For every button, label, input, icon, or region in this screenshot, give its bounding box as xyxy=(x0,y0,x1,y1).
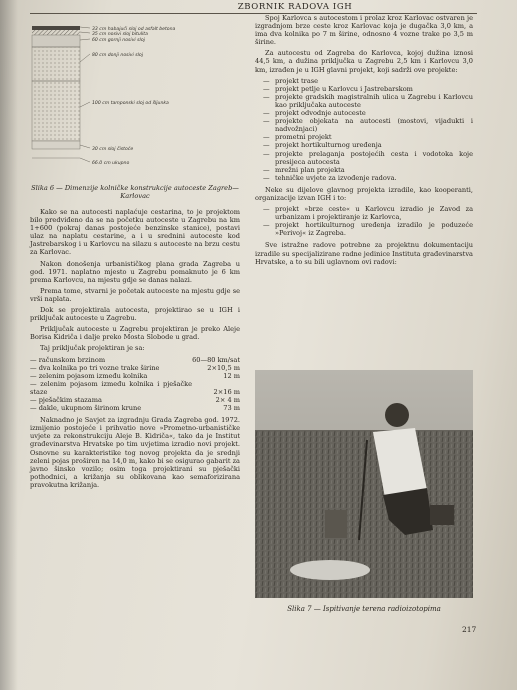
list-item: — projekte objekata na autocesti (mostovi, vijadukti i nadvožnjaci) xyxy=(263,117,473,133)
list-item: — projekt odvodnje autoceste xyxy=(263,109,473,117)
paragraph: Prema tome, stvarni je početak autoceste na mjestu gdje se vrši naplata. xyxy=(30,286,240,303)
spec-value: 12 m xyxy=(223,371,240,380)
list-item: — projekt trase xyxy=(263,77,473,85)
figure6-caption: Slika 6 — Dimenzije kolničke konstrukcije autoceste Zagreb—Karlovac xyxy=(31,184,239,200)
left-column xyxy=(30,208,240,492)
list-item: — projekt hortikulturnog uređenja xyxy=(263,141,473,149)
paragraph: Za autocestu od Zagreba do Karlovca, kojoj dužina iznosi 44,5 km, a dužina priključka u Zagrebu 2,5 km i Karlovcu 3,0 km, izrađen je u IGH glavni projekt, koji sadrži ove projekte: xyxy=(255,49,473,74)
page-number: 217 xyxy=(462,625,477,634)
label-total: 66.0 cm ukupno xyxy=(92,161,130,166)
paragraph: Priključak autoceste u Zagrebu projektiran je preko Aleje Borisa Kidriča i dalje preko Mosta Slobode u grad. xyxy=(30,325,240,342)
specs-table xyxy=(30,356,240,413)
spec-label: — pješačkim stazama xyxy=(30,395,102,404)
layer-upper-base xyxy=(32,35,80,47)
list-item: — prometni projekt xyxy=(263,133,473,141)
running-header: ZBORNIK RADOVA IGH xyxy=(237,2,353,12)
table-row xyxy=(30,396,240,404)
label-bitulit: 35 cm nosivi sloj bitulita xyxy=(92,32,148,37)
paragraph: Taj priključak projektiran je sa: xyxy=(40,344,145,353)
project-list xyxy=(255,77,473,182)
instrument-device xyxy=(325,510,347,538)
binding-shadow xyxy=(0,0,18,690)
spec-value: 2×10,5 m xyxy=(207,363,240,372)
paragraph: Kako se na autocesti naplaćuje cestarina, to je projektom bilo predviđeno da se na početku autoceste u Zagrebu na km 1+600 (pokraj danas postojeće benzinske stanice), postavi ulaz na naplatu cestarine, a i u srednini autoceste kod Jastrebarskog i u Karlovcu na silazu s autoceste na brzu cestu za Karlovac. xyxy=(30,208,240,257)
table-row xyxy=(30,364,240,372)
field-test-photo xyxy=(255,370,473,598)
label-cleanliness: 30 cm sloj čistoće xyxy=(92,147,134,152)
spec-value: 2×16 m xyxy=(213,387,240,396)
label-asphalt: 33 cm habajući sloj od asfalt betona xyxy=(92,27,176,32)
table-row xyxy=(30,380,240,396)
spec-label: — dakle, ukupnom širinom krune xyxy=(30,404,142,413)
paragraph: Nakon donošenja urbanističkog plana grada Zagreba u god. 1971. naplatno mjesto u Zagrebu pomaknuto je 6 km prema Karlovcu, na mjestu gdje se danas nalazi. xyxy=(30,259,240,284)
list-item: — projekt hortikulturnog uređenja izradilo je poduzeće »Perivoj« iz Zagreba. xyxy=(263,221,473,237)
spec-label: — zelenim pojasom između kolnika xyxy=(30,371,148,380)
spec-label: — zelenim pojasom između kolnika i pješačke staze xyxy=(30,379,193,396)
paragraph: Neke su dijelove glavnog projekta izradile, kao kooperanti, organizacije izvan IGH i to: xyxy=(255,185,473,202)
spec-value: 60—80 km/sat xyxy=(192,355,240,364)
spec-label: — računskom brzinom xyxy=(30,355,106,364)
paragraph: Naknadno je Savjet za izgradnju Grada Zagreba god. 1972. izmijenio postojeće i prihvatio nove »Prometno-urbanističke uvjete za rekonstrukciju Aleje B. Kidriča«, tako da je Institut građevinarstva Hrvatske po tim uvjetima izradio novi projekt. Osnovne su karakteristike tog novog projekta da je srednji zeleni pojas proširen na 14,0 m, kako bi se osigurao gabarit za javno šinsko vozilo; osim toga projektirani su pješački pothodnici, a križanja su oblikovana kao semaforizirana pravokutna križanja. xyxy=(30,416,240,489)
paragraph: Sve istražne radove potrebne za projektnu dokumentaciju izradile su specijalizirane radne jedinice Instituta građevinarstva Hrvatske, a to su bili uglavnom ovi radovi: xyxy=(255,241,473,266)
layer-gravel xyxy=(32,81,80,141)
list-item: — projekt »brze ceste« u Karlovcu izradio je Zavod za urbanizam i projektiranje iz Karlovca, xyxy=(263,205,473,221)
list-item: — mrežni plan projekta xyxy=(263,166,473,174)
layer-asphalt xyxy=(32,26,80,30)
label-upper-base: 60 cm gornji nosivi sloj xyxy=(92,38,145,43)
ground-plate xyxy=(290,560,370,580)
pavement-diagram xyxy=(30,22,245,172)
list-item: — projekt petlje u Karlovcu i Jastrebarskom xyxy=(263,85,473,93)
label-gravel: 100 cm tamponski sloj od šljunka xyxy=(92,101,169,106)
instrument-box xyxy=(430,505,454,525)
paragraph: Spoj Karlovca s autocestom i prolaz kroz Karlovac ostvaren je izgradnjom brze ceste kroz Karlovac koja je dugačka 3,0 km, a ima dva kolnika po 7 m širine, odnosno 4 vozne trake po 3,5 m širine. xyxy=(255,14,473,47)
layer-bitulit xyxy=(32,30,80,35)
paragraph: Dok se projektirala autocesta, projektirao se u IGH i priključak autoceste u Zagrebu. xyxy=(30,306,240,323)
spec-value: 73 m xyxy=(223,404,240,413)
cooperant-list xyxy=(255,205,473,237)
layer-lower-base xyxy=(32,47,80,81)
figure7-caption: Slika 7 — Ispitivanje terena radioizotopima xyxy=(287,605,441,613)
list-item: — projekte prelaganja postojećih cesta i vodotoka koje presijeca autocesta xyxy=(263,150,473,166)
spec-value: 2× 4 m xyxy=(215,395,240,404)
table-row xyxy=(30,372,240,380)
layer-cleanliness xyxy=(32,141,80,149)
list-item: — projekte gradskih magistralnih ulica u Zagrebu i Karlovcu kao priključaka autoceste xyxy=(263,93,473,109)
table-row xyxy=(30,404,240,412)
spec-label: — dva kolnika po tri vozne trake širine xyxy=(30,363,160,372)
person-head xyxy=(385,403,409,427)
right-column xyxy=(255,14,473,269)
label-lower-base: 80 cm donji nosivi sloj xyxy=(92,53,144,58)
list-item: — tehničke uvjete za izvođenje radova. xyxy=(263,174,473,182)
table-row xyxy=(30,356,240,364)
